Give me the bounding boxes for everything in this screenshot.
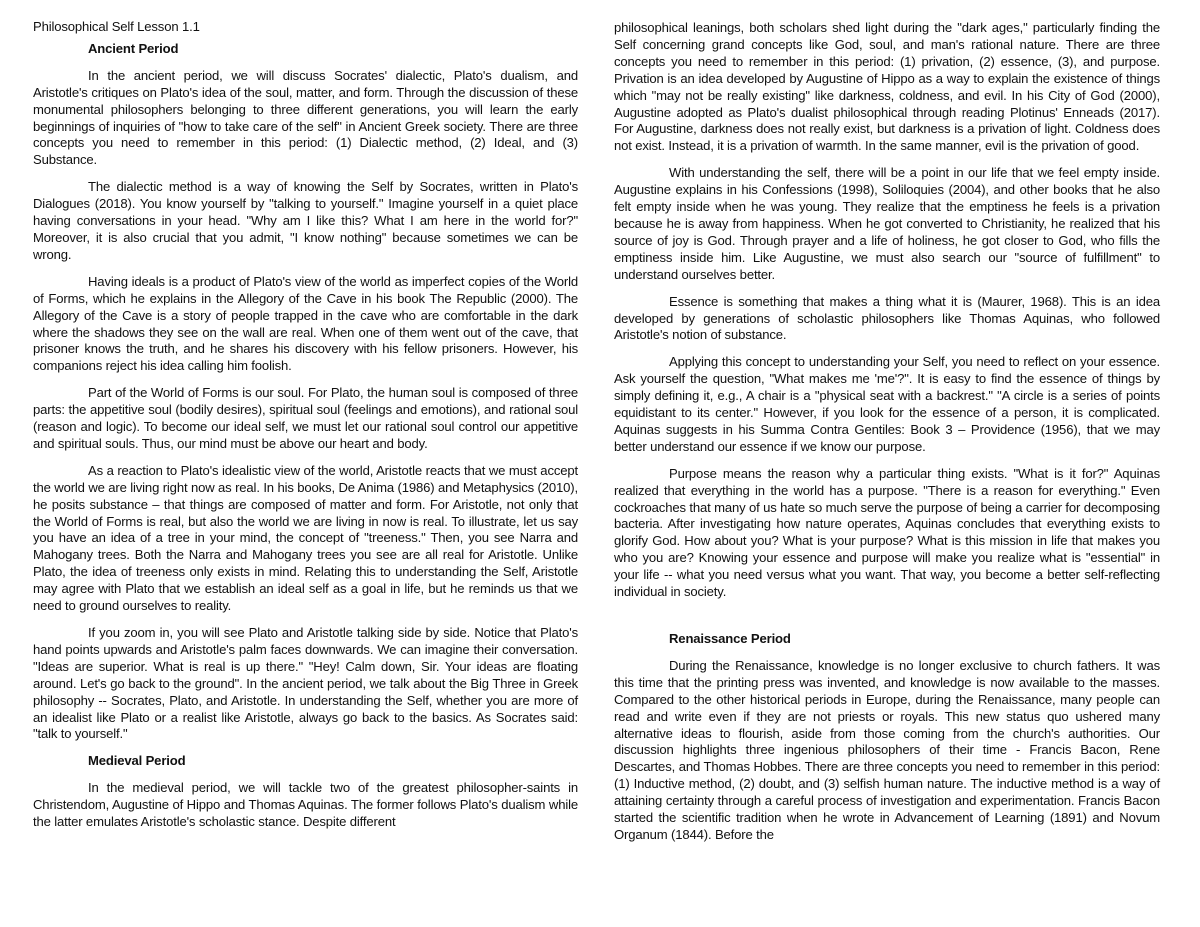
paragraph-privation: philosophical leanings, both scholars shed light during the "dark ages," particularly finding the Self concerning grand concepts like God, soul, and man's rational nature. There are three concepts you need to remember in this period: (1) privation, (2) essence, (3), and purpose. Privation is an idea developed by Augustine of Hippo as a way to explain the existence of things which "may not be really existing" like darkness, coldness, and evil. In his City of God (2000), Augustine adopted as Plato's dualist philosophical through reading Plotinus' Enneads (2017). For Augustine, darkness does not really exist, but darkness is a privation of light. Coldness does not exist. Instead, it is a privation of warmth. In the same manner, evil is the privation of good. — [614, 20, 1160, 154]
section-spacer — [614, 611, 1160, 631]
paragraph-essence: Essence is something that makes a thing what it is (Maurer, 1968). This is an idea developed by generations of scholastic philosophers like Thomas Aquinas, who followed Aristotle's notion of substance. — [614, 293, 1160, 343]
left-column — [33, 19, 578, 841]
paragraph-ancient-intro: In the ancient period, we will discuss Socrates' dialectic, Plato's dualism, and Aristotle's critiques on Plato's idea of the soul, matter, and form. Through the discussion of these monumental philosophers belonging to three different generations, you will learn the early beginnings of inquiries of "how to take care of the self" in Ancient Greek society. There are three concepts you need to remember in this period: (1) Dialectic method, (2) Ideal, and (3) Substance. — [33, 67, 578, 168]
paragraph-medieval-intro: In the medieval period, we will tackle two of the greatest philosopher-saints in Christendom, Augustine of Hippo and Thomas Aquinas. The former follows Plato's dualism while the latter emulates Aristotle's scholastic stance. Despite different — [33, 780, 578, 830]
paragraph-applying-essence: Applying this concept to understanding your Self, you need to reflect on your essence. Ask yourself the question, "What makes me 'me'?". It is easy to find the essence of things by simply defining it, e.g., A chair is a "physical seat with a backrest." "A circle is a series of points equidistant to its center." However, if you look for the essence of a person, it is complicated. Aquinas suggests in his Summa Contra Gentiles: Book 3 – Providence (1956), that we may better understand our essence if we know our purpose. — [614, 354, 1160, 454]
paragraph-emptiness: With understanding the self, there will be a point in our life that we feel empty inside. Augustine explains in his Confessions (1998), Soliloquies (2004), and other books that he also felt empty inside when he was young. They realize that the emptiness he feels is a privation because he is away from happiness. When he got converted to Christianity, he realized that his source of joy is God. Through prayer and a life of holiness, he got closer to God, who fills the emptiness inside him. Like Augustine, we must also search our "source of fulfillment" to understand ourselves better. — [614, 165, 1160, 282]
paragraph-purpose: Purpose means the reason why a particular thing exists. "What is it for?" Aquinas realized that everything in the world has a purpose. "There is a reason for everything." Even cockroaches that many of us hate so much serve the purpose of being a carrier for decomposing bacteria. After investigating how nature operates, Aquinas concludes that everything exists to glorify God. How about you? What is your purpose? What is this mission in life that makes you who you are? Knowing your essence and purpose will make you realize what is "essential" in your life -- what you need versus what you want. That way, you become a better self-reflecting individual in society. — [614, 465, 1160, 600]
paragraph-soul: Part of the World of Forms is our soul. For Plato, the human soul is composed of three parts: the appetitive soul (bodily desires), spiritual soul (feelings and emotions), and rational soul (reason and logic). To become our ideal self, we must let our rational soul control our appetitive and spiritual souls. Thus, our mind must be above our heart and body. — [33, 385, 578, 451]
paragraph-renaissance-intro: During the Renaissance, knowledge is no longer exclusive to church fathers. It was this time that the printing press was invented, and knowledge is now available to the masses. Compared to the other historical periods in Europe, during the Renaissance, many people can read and write even if they are not priests or royals. This new status quo ushered many alternative ideas to flourish, aside from those coming from the church's authorities. Our discussion highlights three ingenious philosophers of their time - Francis Bacon, Rene Descartes, and Thomas Hobbes. There are three concepts you need to remember in this period: (1) Inductive method, (2) doubt, and (3) selfish human nature. The inductive method is a way of attaining certainty through a careful process of investigation and experimentation. Francis Bacon started the scientific tradition when he wrote in Advancement of Learning (1891) and Novum Organum (1844). Before the — [614, 657, 1160, 842]
heading-medieval-period: Medieval Period — [88, 753, 186, 769]
paragraph-dialectic: The dialectic method is a way of knowing the Self by Socrates, written in Plato's Dialogues (2018). You know yourself by "talking to yourself." Imagine yourself in a quiet place having conversations in your head. "Why am I like this? What I am here in the world for?" Moreover, it is also crucial that you admit, "I know nothing" because sometimes we can be wrong. — [33, 179, 578, 262]
paragraph-zoom-in: If you zoom in, you will see Plato and Aristotle talking side by side. Notice that Plato's hand points upwards and Aristotle's palm faces downwards. We can imagine their conversation. "Ideas are superior. What is real is up there." "Hey! Calm down, Sir. Your ideas are floating around. Let's go back to the ground". In the ancient period, we talk about the Big Three in Greek philosophy -- Socrates, Plato, and Aristotle. In understanding the Self, whether you are more of an idealist like Plato or a realist like Aristotle, always go back to the basics. As Socrates said: "talk to yourself." — [33, 625, 578, 742]
right-column — [614, 20, 1160, 854]
paragraph-ideals: Having ideals is a product of Plato's view of the world as imperfect copies of the World of Forms, which he explains in the Allegory of the Cave in his book The Republic (2000). The Allegory of the Cave is a story of people trapped in the cave who are comfortable in the dark where the shadows they see on the wall are real. When one of them went out of the cave, that prisoner knows the truth, and he shares his discovery with his fellow prisoners. However, his companions reject his idea calling him foolish. — [33, 273, 578, 374]
heading-ancient-period: Ancient Period — [88, 40, 179, 56]
paragraph-substance: As a reaction to Plato's idealistic view of the world, Aristotle reacts that we must accept the world we are living right now as real. In his books, De Anima (1986) and Metaphysics (2010), he posits substance – that things are composed of matter and form. For Aristotle, not only that the World of Forms is real, but also the world we are living in now is real. To illustrate, let us say you have an idea of a tree in your mind, the concept of "treeness." Then, you see Narra and Mahogany trees. Both the Narra and Mahogany trees you see are all real for Aristotle. Unlike Plato, the idea of treeness only exists in mind. Relating this to understanding the Self, Aristotle may agree with Plato that we establish an ideal self as a goal in life, but he reminds us that we need to ground ourselves to reality. — [33, 462, 578, 614]
heading-renaissance-period: Renaissance Period — [669, 631, 791, 646]
document-title: Philosophical Self Lesson 1.1 — [33, 19, 200, 34]
